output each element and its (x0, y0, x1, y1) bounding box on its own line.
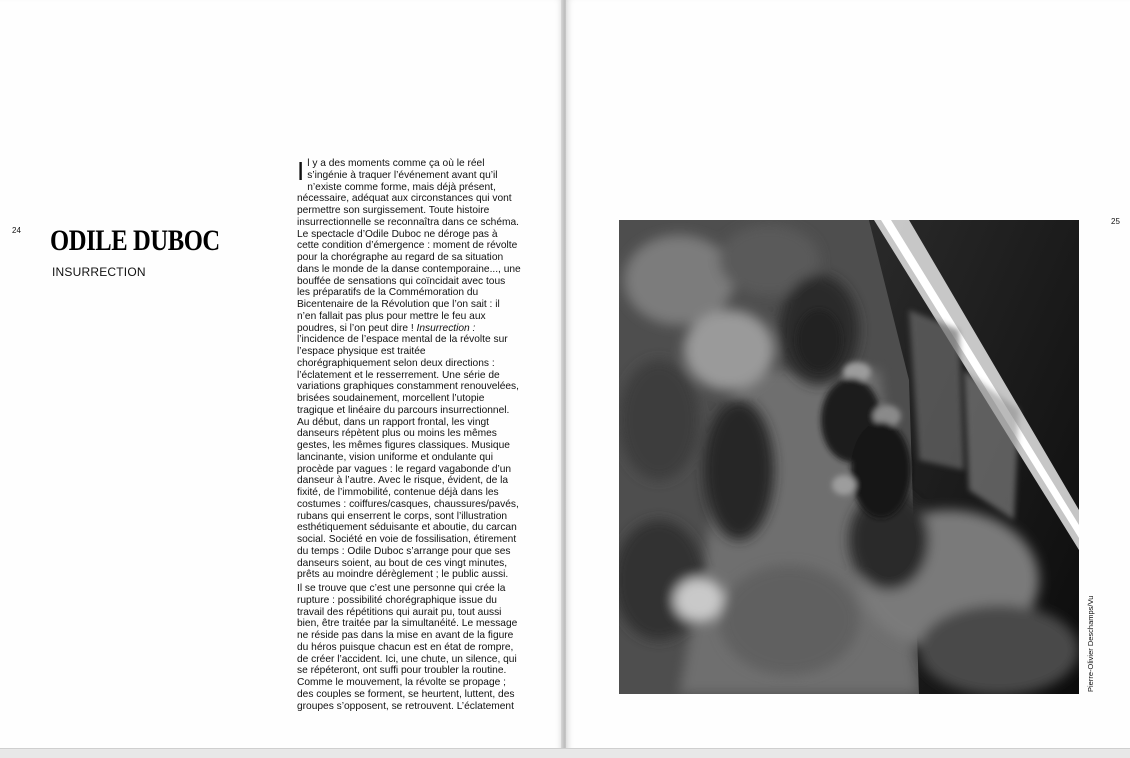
paragraph-1-text-b: l’incidence de l’espace mental de la révolte sur l’espace physique est traitée chorégraphiquement selon deux directions : l’éclatement et le resserrement. Une série de variations graphiques constamment renouvelées, brisées soudainement, morcellent l’utopie tragique et linéaire du parcours insurrectionnel. Au début, dans un rapport frontal, les vingt danseurs répètent plus ou moins les mêmes gestes, les mêmes figures classiques. Musique lancinante, vision uniforme et ondulante qui procède par vagues : le regard vagabonde d’un danseur à l’autre. Avec le risque, évident, de la fixité, de l’immobilité, contenue déjà dans les costumes : coiffures/casques, chaussures/pavés, rubans qui enserrent le corps, sont l’illustration esthétiquement séduisante et aboutie, du carcan social. Société en voie de fossilisation, étirement du temps : Odile Duboc s’arrange pour que ses danseurs soient, au bout de ces vingt minutes, prêts au moindre dérèglement ; le public aussi. (297, 334, 519, 581)
page-number-left: 24 (12, 226, 21, 235)
drop-cap: I (297, 156, 305, 186)
article-subtitle: INSURRECTION (52, 265, 146, 279)
paragraph-1 (297, 158, 521, 581)
left-page (0, 0, 563, 752)
paragraph-2: Il se trouve que c’est une personne qui crée la rupture : possibilité chorégraphique issue du travail des répétitions qui aurait pu, tout aussi bien, être traitée par la simultanéité. Le message ne réside pas dans la mise en avant de la figure du héros puisque chacun est en état de rompre, de créer l’accident. Ici, une chute, un silence, qui se répéteront, ont suffi pour troubler la routine. Comme le mouvement, la révolte se propage ; des couples se forment, se heurtent, luttent, des groupes s’opposent, se retrouvent. L’éclatement (297, 583, 518, 712)
paragraph-1-text-a: l y a des moments comme ça où le réel s’ingénie à traquer l’événement avant qu’il n’existe comme forme, mais déjà présent, nécessaire, adéquat aux circonstances qui vont permettre son surgissement. Toute histoire insurrectionnelle se reconnaîtra dans ce schéma. Le spectacle d’Odile Duboc ne déroge pas à cette condition d’émergence : moment de révolte pour la chorégraphe au regard de sa situation dans le monde de la danse contemporaine..., une bouffée de sensations qui coïncidait avec tous les préparatifs de la Commémoration du Bicentenaire de la Révolution que l’on sait : il n’en fallait pas plus pour mettre le feu aux poudres, si l’on peut dire ! (297, 158, 521, 334)
photo-metro-crowd (619, 220, 1079, 694)
photo-icon (619, 220, 1079, 694)
photo-credit: Pierre-Olivier Deschamps/Vu (1086, 595, 1095, 692)
page-number-right: 25 (1111, 217, 1120, 226)
article-body (297, 158, 521, 714)
paragraph-1-italic: Insurrection : (416, 322, 476, 334)
article-title: ODILE DUBOC (50, 224, 220, 257)
